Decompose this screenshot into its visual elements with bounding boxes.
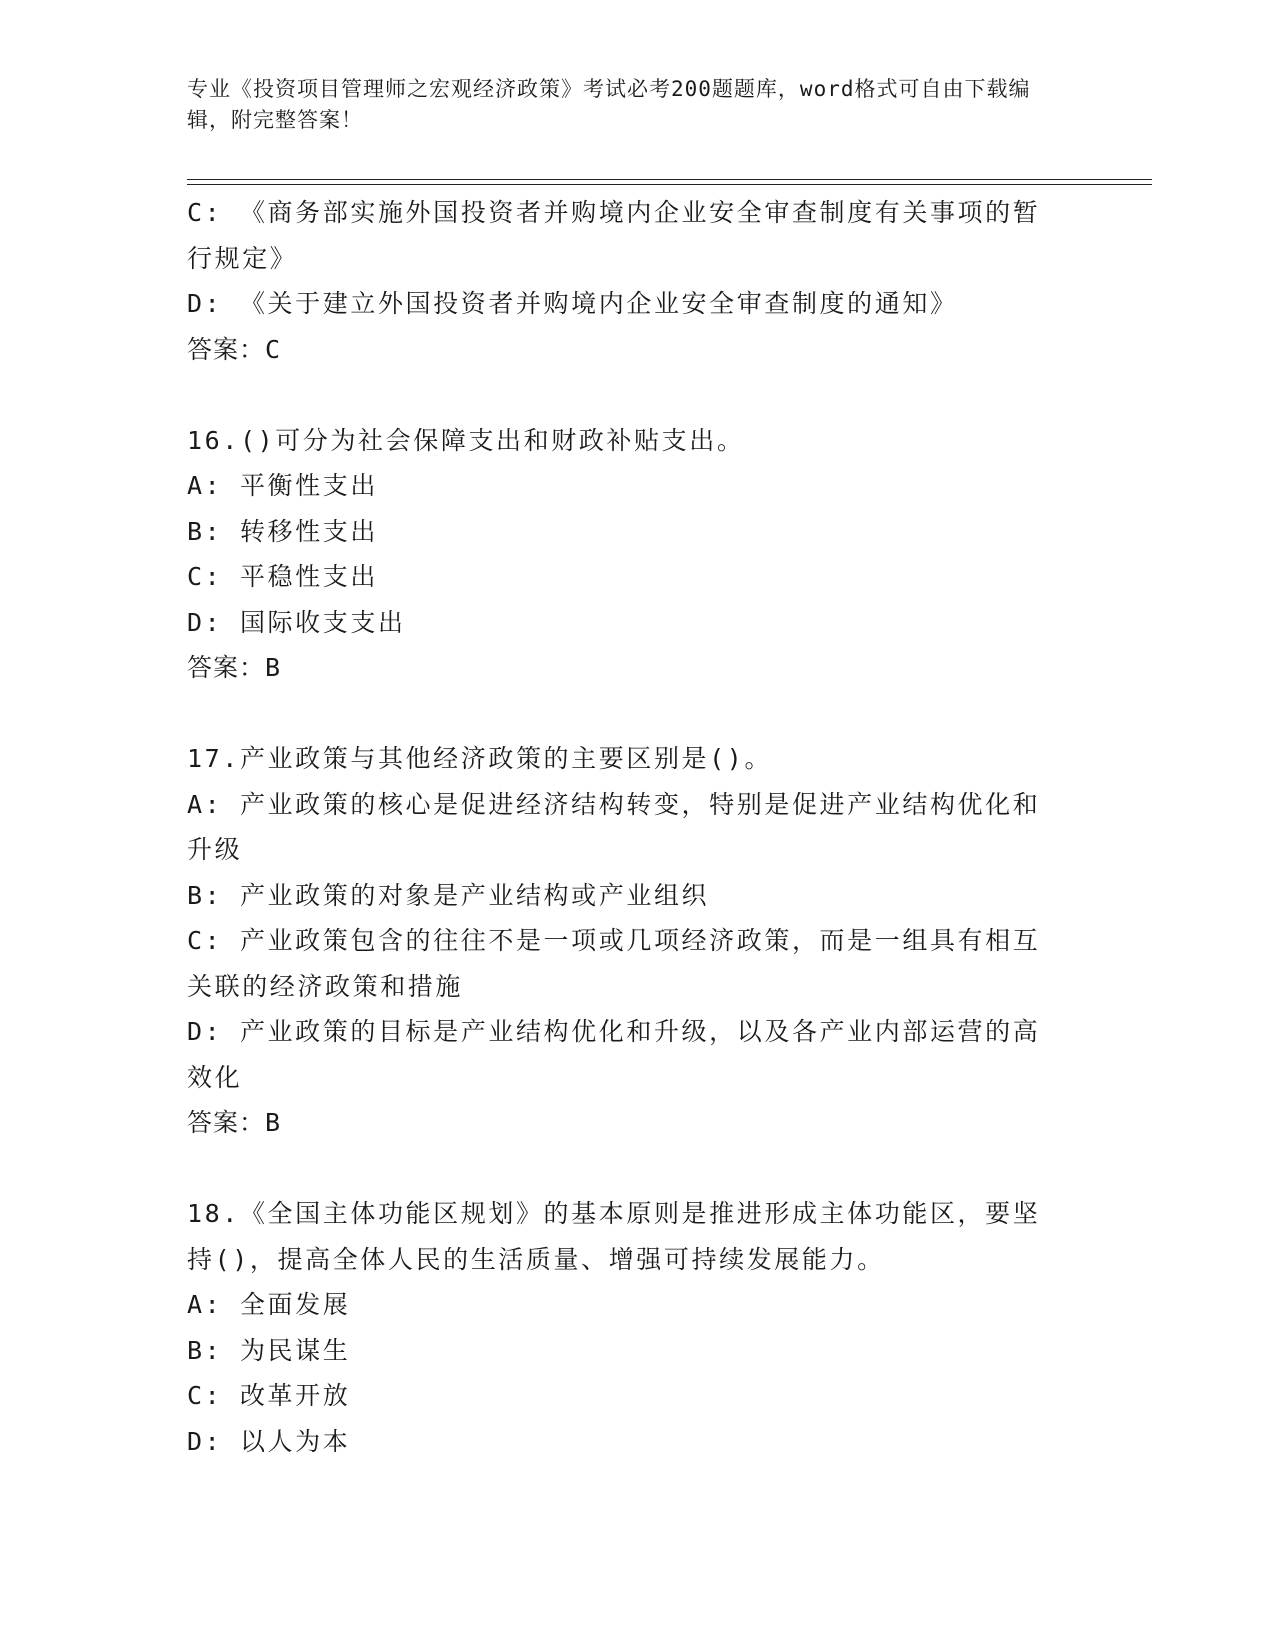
document-header [187, 74, 1047, 136]
option-b: B: 转移性支出 [187, 516, 378, 546]
question-stem: 16.()可分为社会保障支出和财政补贴支出。 [187, 425, 745, 455]
question-16 [187, 418, 1067, 691]
option-c: C: 产业政策包含的往往不是一项或几项经济政策，而是一组具有相互关联的经济政策和措施 [187, 926, 1041, 1001]
header-divider-top [187, 179, 1152, 180]
option-b: B: 产业政策的对象是产业结构或产业组织 [187, 880, 710, 910]
option-c: C: 《商务部实施外国投资者并购境内企业安全审查制度有关事项的暂行规定》 [187, 198, 1041, 273]
answer-text: 答案：B [187, 1108, 282, 1137]
question-stem: 17.产业政策与其他经济政策的主要区别是()。 [187, 744, 773, 773]
option-c: C: 平稳性支出 [187, 562, 378, 591]
option-a: A: 产业政策的核心是促进经济结构转变，特别是促进产业结构优化和升级 [187, 789, 1041, 864]
question-18 [187, 1191, 1067, 1464]
spacer [187, 372, 1067, 418]
answer-text: 答案：C [187, 334, 282, 364]
option-d: D: 《关于建立外国投资者并购境内企业安全审查制度的通知》 [187, 289, 958, 318]
option-a: A: 全面发展 [187, 1290, 351, 1319]
question-17 [187, 736, 1067, 1146]
spacer [187, 691, 1067, 737]
answer-text: 答案：B [187, 653, 282, 682]
spacer [187, 1146, 1067, 1192]
question-stem: 18.《全国主体功能区规划》的基本原则是推进形成主体功能区，要坚持()，提高全体人民的生活质量、增强可持续发展能力。 [187, 1199, 1041, 1274]
option-a: A: 平衡性支出 [187, 471, 378, 500]
header-divider-bottom [187, 184, 1152, 185]
option-d: D: 产业政策的目标是产业结构优化和升级，以及各产业内部运营的高效化 [187, 1017, 1041, 1092]
option-c: C: 改革开放 [187, 1381, 351, 1410]
question-15-tail [187, 190, 1067, 372]
document-page [187, 0, 1157, 1650]
option-d: D: 以人为本 [187, 1426, 351, 1456]
option-d: D: 国际收支支出 [187, 607, 406, 637]
question-list [187, 190, 1067, 1464]
header-intro-text: 专业《投资项目管理师之宏观经济政策》考试必考200题题库，word格式可自由下载编辑，附完整答案！ [187, 77, 1031, 132]
option-b: B: 为民谋生 [187, 1335, 351, 1365]
